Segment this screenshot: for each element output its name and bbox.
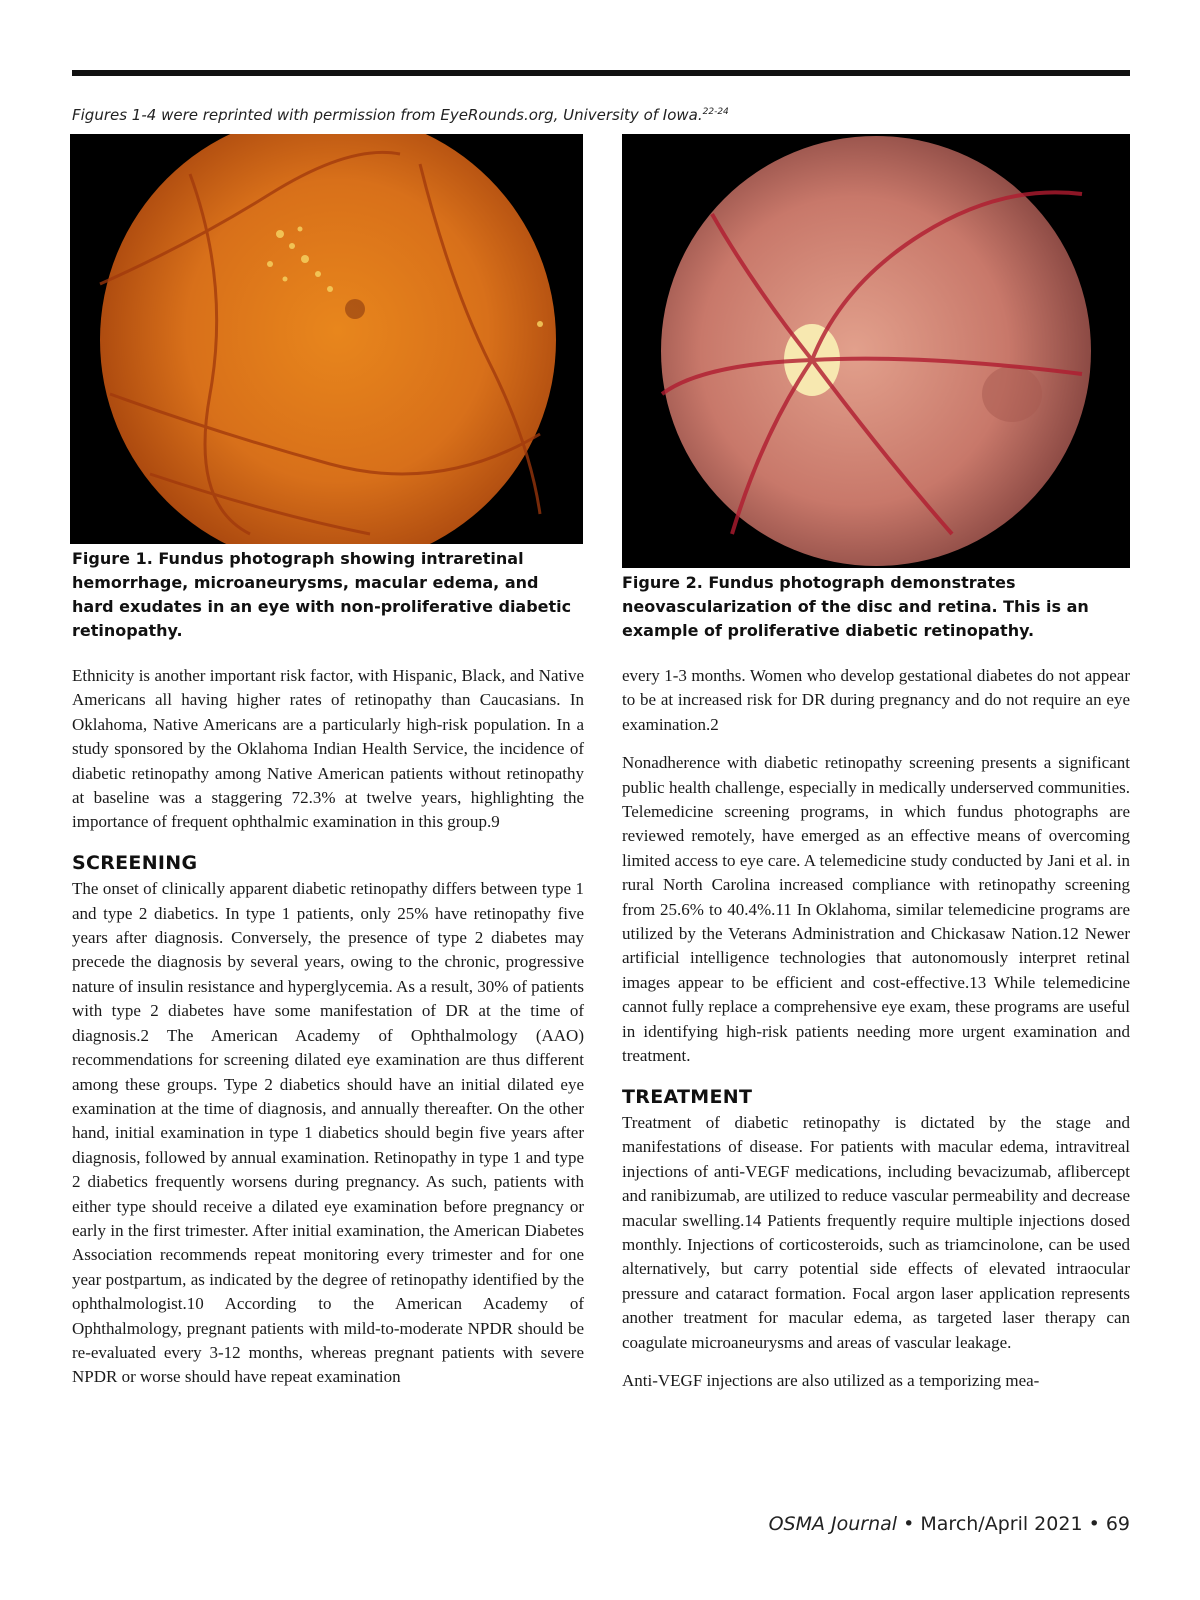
fundus-image-2 xyxy=(622,134,1130,568)
figure-credit-line: Figures 1-4 were reprinted with permission from EyeRounds.org, University of Iowa.$^{22-24}$ xyxy=(72,106,729,124)
figure-2-fundus-photo xyxy=(622,134,1130,568)
page-footer xyxy=(769,1513,1130,1535)
paragraph-gestational: every 1-3 months. Women who develop gestational diabetes do not appear to be at increased risk for DR during pregnancy and do not require an eye examination.2 xyxy=(622,666,1130,734)
paragraph-anti-vegf: Anti-VEGF injections are also utilized as a temporizing mea- xyxy=(622,1370,1040,1390)
right-column xyxy=(622,664,1130,1407)
paragraph-ethnicity: Ethnicity is another important risk factor, with Hispanic, Black, and Native Americans all having higher rates of retinopathy than Caucasians. In Oklahoma, Native Americans are a particularly high-risk population. In a study sponsored by the Oklahoma Indian Health Service, the incidence of diabetic retinopathy among Native American patients without retinopathy at baseline was a staggering 72.3% at twelve years, highlighting the importance of frequent ophthalmic examination in this group.9 xyxy=(72,666,584,832)
credit-references: 22-24 xyxy=(702,107,729,117)
figure-1-caption: Figure 1. Fundus photograph showing intraretinal hemorrhage, microaneurysms, macular edema, and hard exudates in an eye with non-proliferative diabetic retinopathy. xyxy=(72,549,572,640)
paragraph-screening: The onset of clinically apparent diabetic retinopathy differs between type 1 and type 2 diabetics. In type 1 patients, only 25% have retinopathy five years after diagnosis. Conversely, the presence of type 2 diabetes may precede the diagnosis by several years, owing to the chronic, progressive nature of insulin resistance and hyperglycemia. As a result, 30% of patients with type 2 diabetes have some manifestation of DR at the time of diagnosis.2 The American Academy of Ophthalmology (AAO) recommendations for screening dilated eye examination are thus different among these groups. Type 2 diabetics should have an initial dilated eye examination at the time of diagnosis, and annually thereafter. On the other hand, initial examination in type 1 diabetics should begin five years after diagnosis, followed by annual examination. Retinopathy in type 1 and type 2 diabetics frequently worsens during pregnancy. As such, patients with either type should receive a dilated eye examination before pregnancy or early in the first trimester. After initial examination, the American Diabetes Association recommends repeat monitoring every trimester and for one year postpartum, as indicated by the degree of retinopathy identified by the ophthalmologist.10 According to the American Academy of Ophthalmology, pregnant patients with mild-to-moderate NPDR should be re-evaluated every 3-12 months, whereas pregnant patients with severe NPDR or worse should have repeat examination xyxy=(72,879,584,1387)
section-heading-screening: SCREENING xyxy=(72,851,198,874)
figure-2-caption: Figure 2. Fundus photograph demonstrates neovascularization of the disc and retina. This is an example of proliferative diabetic retinopathy. xyxy=(622,573,1089,640)
paragraph-treatment: Treatment of diabetic retinopathy is dictated by the stage and manifestations of disease. For patients with macular edema, intravitreal injections of anti-VEGF medications, including bevacizumab, aflibercept and ranibizumab, are utilized to reduce vascular permeability and decrease macular swelling.14 Patients frequently require multiple injections dosed monthly. Injections of corticosteroids, such as triamcinolone, can be used alternatively, but carry potential side effects of elevated intraocular pressure and cataract formation. Focal argon laser application represents another treatment for macular edema, as targeted laser therapy can coagulate microaneurysms and areas of vascular leakage. xyxy=(622,1112,1130,1352)
figure-1-fundus-photo xyxy=(70,134,583,544)
left-column xyxy=(72,664,584,1404)
paragraph-telemedicine: Nonadherence with diabetic retinopathy screening presents a significant public health challenge, especially in medically underserved communities. Telemedicine screening programs, in which fundus photographs are reviewed remotely, have emerged as an effective means of overcoming limited access to eye care. A telemedicine study conducted by Jani et al. in rural North Carolina increased compliance with retinopathy screening from 25.6% to 40.4%.11 In Oklahoma, similar telemedicine programs are utilized by the Veterans Administration and Chickasaw Nation.12 Newer artificial intelligence technologies that autonomously interpret retinal images appear to be efficient and cost-effective.13 While telemedicine cannot fully replace a comprehensive eye exam, these programs are useful in identifying high-risk patients needing more urgent examination and treatment. xyxy=(622,753,1130,1066)
fundus-image-1 xyxy=(70,134,583,544)
journal-name: OSMA Journal xyxy=(768,1513,898,1535)
issue-and-page: • March/April 2021 • 69 xyxy=(903,1513,1130,1535)
header-rule xyxy=(72,70,1130,76)
section-heading-treatment: TREATMENT xyxy=(622,1085,753,1108)
